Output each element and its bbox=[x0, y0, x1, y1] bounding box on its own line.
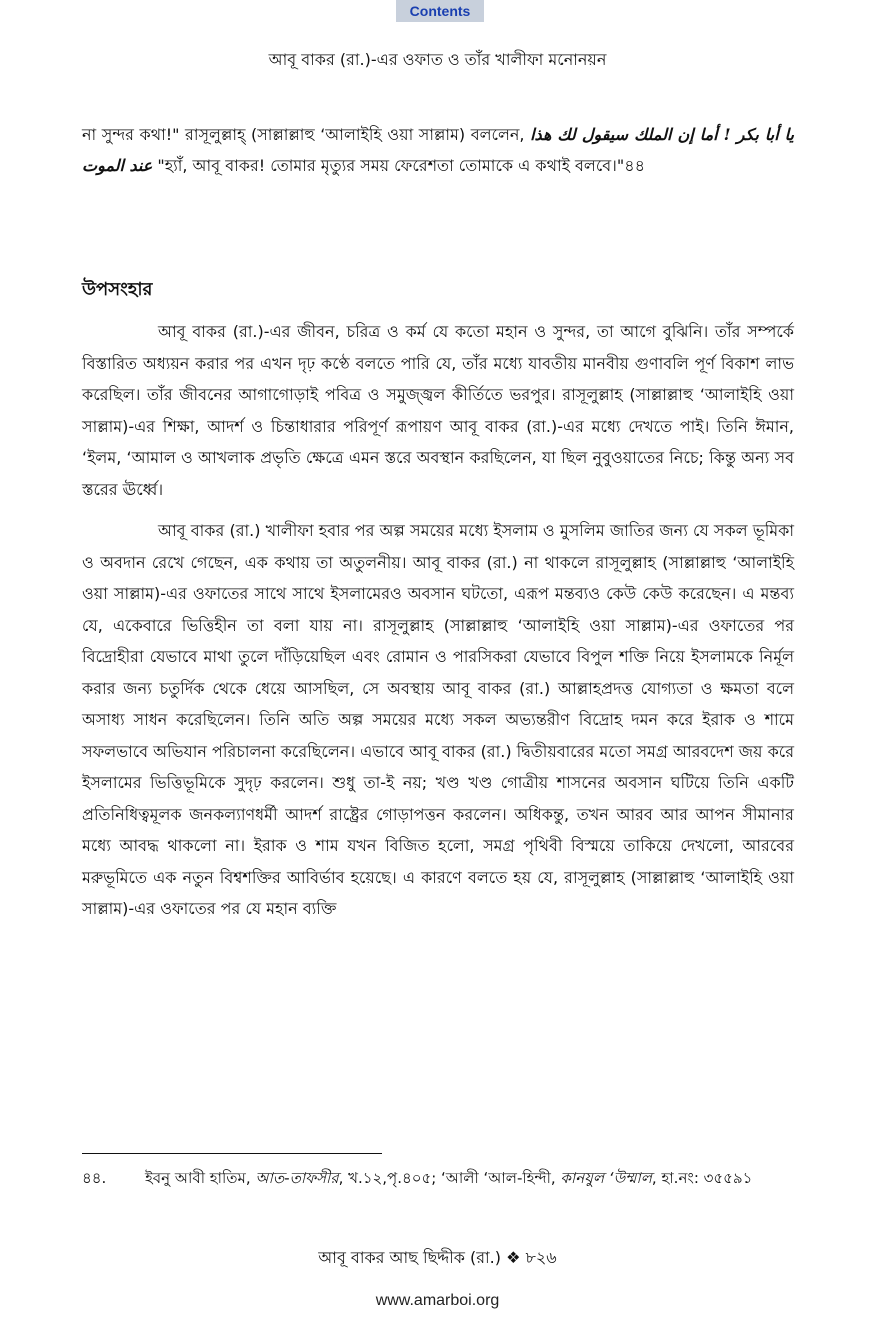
footnote-work-1: আত-তাফসীর bbox=[255, 1169, 339, 1187]
arabic-quote: يا أبا بكر ! أما إن الملك سيقول لك هذا عند الموت bbox=[82, 125, 795, 175]
continuation-text-2: "হ্যাঁ, আবূ বাকর! তোমার মৃত্যুর সময় ফেরেশতা তোমাকে এ কথাই বলবে।"৪৪ bbox=[152, 155, 646, 175]
body-paragraph-1: আবূ বাকর (রা.)-এর জীবন, চরিত্র ও কর্ম যে কতো মহান ও সুন্দর, তা আগে বুঝিনি। তাঁর সম্পর্কে বিস্তারিত অধ্যয়ন করার পর এখন দৃঢ় কণ্ঠে বলতে পারি যে, তাঁর মধ্যে যাবতীয় মানবীয় গুণাবলি পূর্ণ বিকাশ লাভ করেছিল। তাঁর জীবনের আগাগোড়াই পবিত্র ও সমুজ্জ্বল কীর্তিতে ভরপুর। রাসূলুল্লাহ (সাল্লাল্লাহু ‘আলাইহি ওয়া সাল্লাম)-এর শিক্ষা, আদর্শ ও চিন্তাধারার পরিপূর্ণ রূপায়ণ আবূ বাকর (রা.)-এর মধ্যে দেখতে পাই। তিনি ঈমান, ‘ইলম, ‘আমাল ও আখলাক প্রভৃতি ক্ষেত্রে এমন স্তরে অবস্থান করছিলেন, যা ছিল নুবুওয়াতের নিচে; কিন্তু অন্য সব স্তরের ঊর্ধ্বে। bbox=[82, 322, 794, 499]
body-text bbox=[82, 316, 794, 935]
continuation-text-1: না সুন্দর কথা!" রাসূলুল্লাহ্ (সাল্লাল্লাহু ‘আলাইহি ওয়া সাল্লাম) বললেন, bbox=[82, 125, 531, 144]
footnote-number: ৪৪. bbox=[82, 1169, 107, 1187]
footnote-text-b: , খ.১২,পৃ.৪০৫; ‘আলী ‘আল-হিন্দী, bbox=[338, 1169, 561, 1187]
continuation-paragraph bbox=[82, 120, 794, 181]
running-title: আবূ বাকর (রা.)-এর ওফাত ও তাঁর খালীফা মনোনয়ন bbox=[268, 50, 607, 69]
body-paragraph-2: আবূ বাকর (রা.) খালীফা হবার পর অল্প সময়ের মধ্যে ইসলাম ও মুসলিম জাতির জন্য যে সকল ভূমিকা ও অবদান রেখে গেছেন, এক কথায় তা অতুলনীয়। আবূ বাকর (রা.) না থাকলে রাসূলুল্লাহ (সাল্লাল্লাহু ‘আলাইহি ওয়া সাল্লাম)-এর ওফাতের সাথে সাথে ইসলামেরও অবসান ঘটতো, এরূপ মন্তব্যও কেউ কেউ করেছেন। এ মন্তব্য যে, একেবারে ভিত্তিহীন তা বলা যায় না। রাসূলুল্লাহ (সাল্লাল্লাহু ‘আলাইহি ওয়া সাল্লাম)-এর ওফাতের পর বিদ্রোহীরা যেভাবে মাথা তুলে দাঁড়িয়েছিল এবং রোমান ও পারসিকরা যেভাবে বিপুল শক্তি নিয়ে ইসলামকে নির্মূল করার জন্য চতুর্দিক থেকে ধেয়ে আসছিল, সে অবস্থায় আবূ বাকর (রা.) আল্লাহপ্রদত্ত যোগ্যতা ও ক্ষমতা বলে অসাধ্য সাধন করেছিলেন। তিনি অতি অল্প সময়ের মধ্যে সকল অভ্যন্তরীণ বিদ্রোহ দমন করে ইরাক ও শামে সফলভাবে অভিযান পরিচালনা করেছিলেন। এভাবে আবূ বাকর (রা.) দ্বিতীয়বারের মতো সমগ্র আরবদেশ জয় করে ইসলামের ভিত্তিভূমিকে সুদৃঢ় করলেন। শুধু তা-ই নয়; খণ্ড খণ্ড গোত্রীয় শাসনের অবসান ঘটিয়ে তিনি একটি প্রতিনিধিত্বমূলক জনকল্যাণধর্মী আদর্শ রাষ্ট্রের গোড়াপত্তন করলেন। অধিকন্তু, তখন আরব আর আপন সীমানার মধ্যে আবদ্ধ থাকলো না। ইরাক ও শাম যখন বিজিত হলো, সমগ্র পৃথিবী বিস্ময়ে তাকিয়ে দেখলো, আরবের মরুভূমিতে এক নতুন বিশ্বশক্তির আবির্ভাব হয়েছে। এ কারণে বলতে হয় যে, রাসূলুল্লাহ (সাল্লাল্লাহু ‘আলাইহি ওয়া সাল্লাম)-এর ওফাতের পর যে মহান ব্যক্তি bbox=[82, 521, 794, 918]
footnote-text-a: ইবনু আবী হাতিম, bbox=[145, 1169, 256, 1187]
footnote-divider bbox=[82, 1153, 382, 1154]
footnote-text bbox=[145, 1166, 794, 1190]
footnote-text-c: , হা.নং: ৩৫৫৯১ bbox=[651, 1169, 753, 1187]
page-footer-label: আবূ বাকর আছ ছিদ্দীক (রা.) ❖ ৮২৬ bbox=[318, 1248, 557, 1267]
contents-button[interactable]: Contents bbox=[396, 0, 484, 22]
site-url-link[interactable]: www.amarboi.org bbox=[375, 1292, 500, 1309]
footnote bbox=[82, 1166, 794, 1190]
footnote-work-2: কানযুল ‘উম্মাল bbox=[560, 1169, 652, 1187]
section-heading: উপসংহার bbox=[82, 279, 153, 300]
top-continuation bbox=[82, 120, 794, 181]
